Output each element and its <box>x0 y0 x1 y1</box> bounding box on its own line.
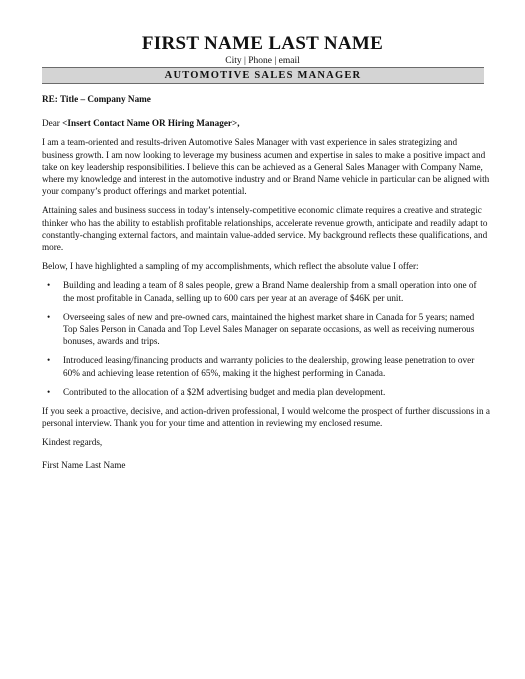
closing-paragraph: If you seek a proactive, decisive, and action-driven professional, I would welcome the prospect of further discussions in a personal interview. Thank you for your time and attention in reviewing my enclosed resume. <box>42 406 490 429</box>
qualifications-paragraph: Attaining sales and business success in today’s intensely-competitive economic climate requires a creative and strategic thinker who has the ability to establish profitable relationships, accelerate revenue growth, anticipate and readily adapt to constantly-changing external factors, and maintain value-added service. My background reflects these qualifications, and more. <box>42 205 488 253</box>
list-item <box>42 354 490 378</box>
accomplishment-text: Introduced leasing/financing products and warranty policies to the dealership, growing lease penetration to over 60% and achieving lease retention of 65%, making it the highest performing in Canada. <box>63 355 475 378</box>
list-item <box>42 311 490 348</box>
accomplishment-text: Overseeing sales of new and pre-owned cars, maintained the highest market share in Canada for 5 years; named Top Sales Person in Canada and Top Level Sales Manager on separate occasions, as well as receiving numerous bonuses, awards and trips. <box>63 311 475 347</box>
list-item <box>42 386 490 398</box>
salutation-prefix: Dear <box>42 118 63 129</box>
bullet-icon: • <box>47 355 51 366</box>
re-line: RE: Title – Company Name <box>42 94 151 104</box>
contact-line: City | Phone | email <box>225 56 300 66</box>
signature-name: First Name Last Name <box>42 459 126 470</box>
job-title-banner: AUTOMOTIVE SALES MANAGER <box>42 67 484 84</box>
accomplishments-list <box>42 279 490 398</box>
bullet-icon: • <box>47 386 51 397</box>
salutation <box>42 117 490 129</box>
accomplishment-text: Building and leading a team of 8 sales people, grew a Brand Name dealership from a small operation into one of the most profitable in Canada, selling up to 600 cars per year at an average of $46K per unit. <box>63 280 477 303</box>
salutation-contact-name: <Insert Contact Name OR Hiring Manager>, <box>62 118 240 129</box>
list-item <box>42 279 490 303</box>
intro-paragraph: I am a team-oriented and results-driven Automotive Sales Manager with vast experience in sales strategizing and business growth. I am now looking to leverage my business acumen and expertise in sales to make a positive impact and take on key leadership responsibilities. I believe this can be achieved as a General Sales Manager with Company Name, where my knowledge and interest in the automotive industry and or Brand Name vehicle in particular can be aligned with your company’s product offerings and market potential. <box>42 137 490 197</box>
letter-body <box>42 93 490 478</box>
applicant-name: FIRST NAME LAST NAME <box>141 33 384 54</box>
accomplishment-text: Contributed to the allocation of a $2M advertising budget and media plan development. <box>63 386 386 397</box>
bullet-icon: • <box>47 311 51 322</box>
bullet-icon: • <box>47 280 51 291</box>
sign-off: Kindest regards, <box>42 437 103 448</box>
accomplishments-intro: Below, I have highlighted a sampling of my accomplishments, which reflect the absolute value I offer: <box>42 261 419 272</box>
